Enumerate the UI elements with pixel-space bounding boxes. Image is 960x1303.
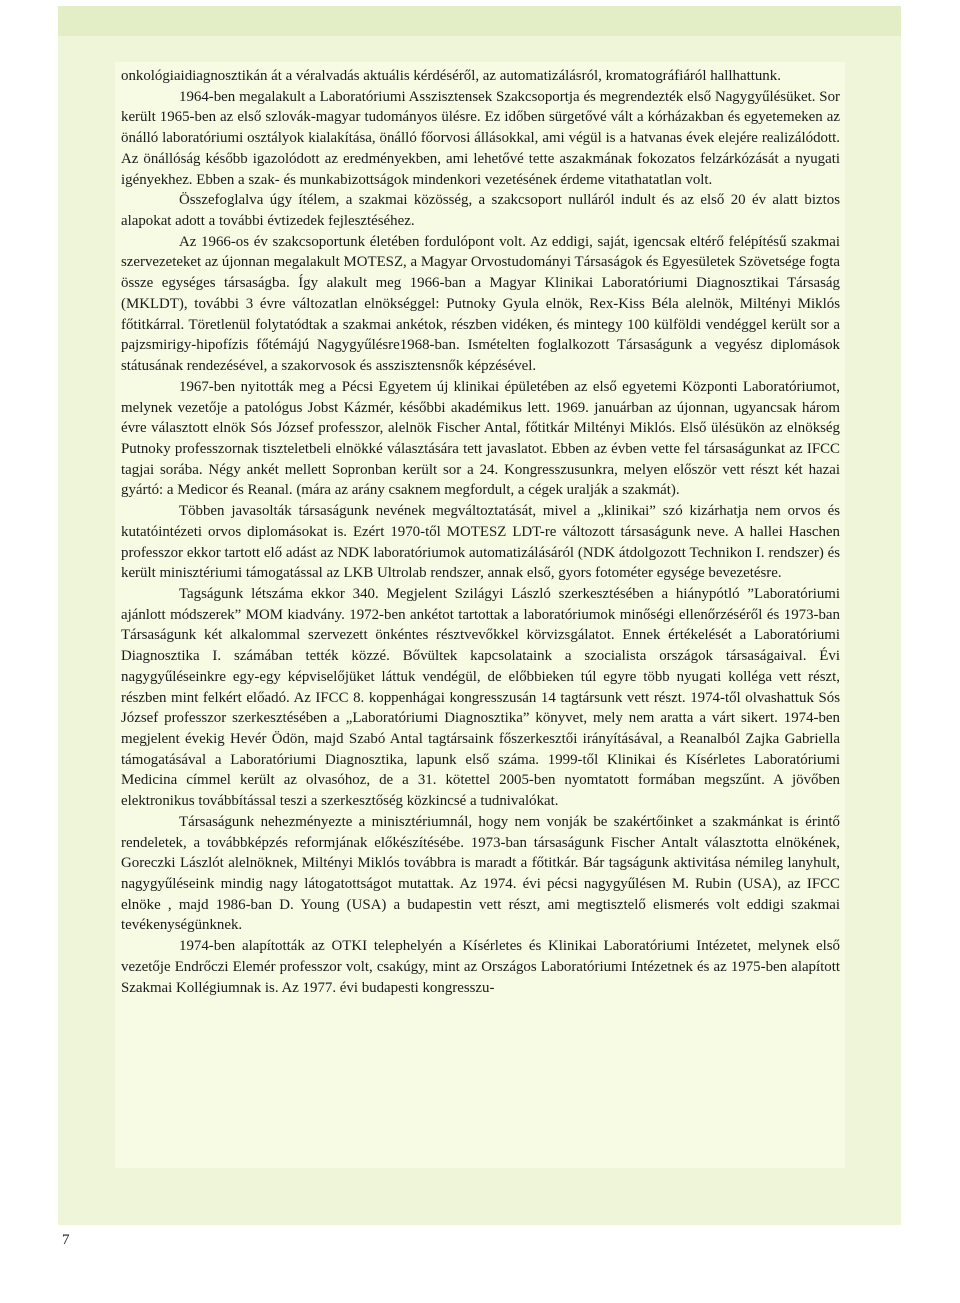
paragraph: Tagságunk létszáma ekkor 340. Megjelent Szilágyi László szerkesztésében a hiánypótló ”Laboratóriumi ajánlott módszerek” MOM kiadvány. 1972-ben ankétot tartottak a laboratóriumok minőségi ellenőrzéséről és 1973-ban Társaságunk két alkalommal szervezett önkéntes résztvevőkkel körvizsgálatot. Ennek értékelését a Laboratóriumi Diagnosztika I. számában tették közzé. Bővültek kapcsolataink a szocialista országok társaságaival. Évi nagygyűléseinkre egy-egy képviselőjüket láttuk vendégül, de előbbieken túl egyre több nyugati kolléga vett részt, részben mint felkért előadó. Az IFCC 8. koppenhágai kongresszusán 14 tagtársunk vett részt. 1974-től olvashattuk Sós József professzor szerkesztésében a „Laboratóriumi Diagnosztika” könyvet, mely nem aratta a várt sikert. 1974-ben megjelent évekig Hevér Ödön, majd Szabó Antal tagtársaink főszerkesztői irányításával, a Reanalból Zajka Gabriella támogatásával a Laboratóriumi Diagnosztika, lapunk első száma. 1999-től Klinikai és Kísérletes Laboratóriumi Medicina címmel került az olvasóhoz, de a 31. kötettel 2005-ben nyomtatott formában megszűnt. A jövőben elektronikus továbbítással teszi a szerkesztőség közkincsé a tudnivalókat. [121,585,840,810]
paragraph: Az 1966-os év szakcsoportunk életében fordulópont volt. Az eddigi, saját, igencsak eltérő felépítésű szakmai szervezeteket az újonnan megalakult MOTESZ, a Magyar Orvostudományi Társaságok és Egyesületek Szövetsége fogta össze egységes társaságba. Így alakult meg 1966-ban a Magyar Klinikai Laboratóriumi Diagnosztikai Társaság (MKLDT), további 3 évre változatlan elnökséggel: Putnoky Gyula elnök, Rex-Kiss Béla alelnök, Miltényi Miklós főtitkárral. Töretlenül folytatódtak a szakmai ankétok, részben vidéken, és mintegy 100 külföldi vendéggel került sor a pajzsmirigy-hipofízis főtémájú Nagygyűlésre1968-ban. Ismételten foglalkozott Társaságunk a vegyész diplomások státusának rendezésével, a szakorvosok és asszisztensnők képzésével. [121,233,840,375]
paragraph: Többen javasolták társaságunk nevének megváltoztatását, mivel a „klinikai” szó kizárhatja nem orvos és kutatóintézeti orvos diplomásokat is. Ezért 1970-től MOTESZ LDT-re változott társaságunk neve. A hallei Haschen professzor ekkor tartott elő adást az NDK laboratóriumok automatizálásáról (NDK átdolgozott Technikon I. rendszer) és került minisztériumi támogatással az LKB Ultrolab rendszer, annak első, gyors fotométer egysége bevezetésre. [121,503,840,582]
paragraph: onkológiaidiagnosztikán át a véralvadás aktuális kérdéséről, az automatizálásról, kromatográfiáról hallhattunk. [121,68,781,84]
paragraph: 1967-ben nyitották meg a Pécsi Egyetem új klinikai épületében az első egyetemi Központi Laboratóriumot, melynek vezetője a patológus Jobst Kázmér, későbbi akadémikus lett. 1969. januárban az újonnan, ugyancsak három évre választott elnök Sós József professzor, alelnök Fischer Antal, főtitkár Miltényi Miklós. Első ülésükön az elnökség Putnoky professzornak tiszteletbeli elnökké választására tett javaslatot. Ebben az évben vette fel társaságunkat az IFCC tagjai sorába. Négy ankét mellett Sopronban került sor a 24. Kongresszusunkra, melyen először vett részt két hazai gyártó: a Medicor és Reanal. (mára az arány csaknem megfordult, a cégek uralják a szakmát). [121,378,840,499]
paragraph: Összefoglalva úgy ítélem, a szakmai közösség, a szakcsoport nulláról indult és az első 20 év alatt biztos alapokat adott a további évtizedek fejlesztéséhez. [121,192,840,230]
paragraph: 1964-ben megalakult a Laboratóriumi Asszisztensek Szakcsoportja és megrendezték első Nagygyűlésüket. Sor került 1965-ben az első szlovák-magyar tudományos ülésre. Ez időben sürgetővé vált a kórházakban és egyetemeken az önálló laboratóriumi osztályok kialakítása, önálló főorvosi állásokkal, ami végül is a hatvanas évek elejére realizálódott. Az önállóság később igazolódott az eredményekben, ami lehetővé tette aszakmának fokozatos felzárkózását a nyugati igényekhez. Ebben a szak- és munkabizottságok mindenkori vezetésének érdeme vitathatatlan volt. [121,88,840,188]
paragraph: Társaságunk nehezményezte a minisztériumnál, hogy nem vonják be szakértőinket a szakmánkat is érintő rendeletek, a továbbképzés reformjának előkészítésébe. 1973-ban társaságunk Fischer Antalt választotta elnökének, Goreczki Lászlót alelnöknek, Miltényi Miklós továbbra is maradt a főtitkár. Bár tagságunk aktivitása némileg lanyhult, nagygyűléseink mindig nagy látogatottságot mutattak. Az 1974. évi pécsi nagygyűlésen M. Rubin (USA), az IFCC elnöke , majd 1986-ban D. Young (USA) a budapestin vett részt, ami megtisztelő elismerés volt eddigi szakmai tevékenységünknek. [121,813,840,934]
body-text [115,62,845,1168]
page-number: 7 [62,1232,70,1248]
paragraph: 1974-ben alapították az OTKI telephelyén a Kísérletes és Klinikai Laboratóriumi Intézetet, melynek első vezetője Endrőczi Elemér professzor volt, csakúgy, mint az Országos Laboratóriumi Intézetnek és az 1975-ben alapított Szakmai Kollégiumnak is. Az 1977. évi budapesti kongresszu- [121,938,840,996]
